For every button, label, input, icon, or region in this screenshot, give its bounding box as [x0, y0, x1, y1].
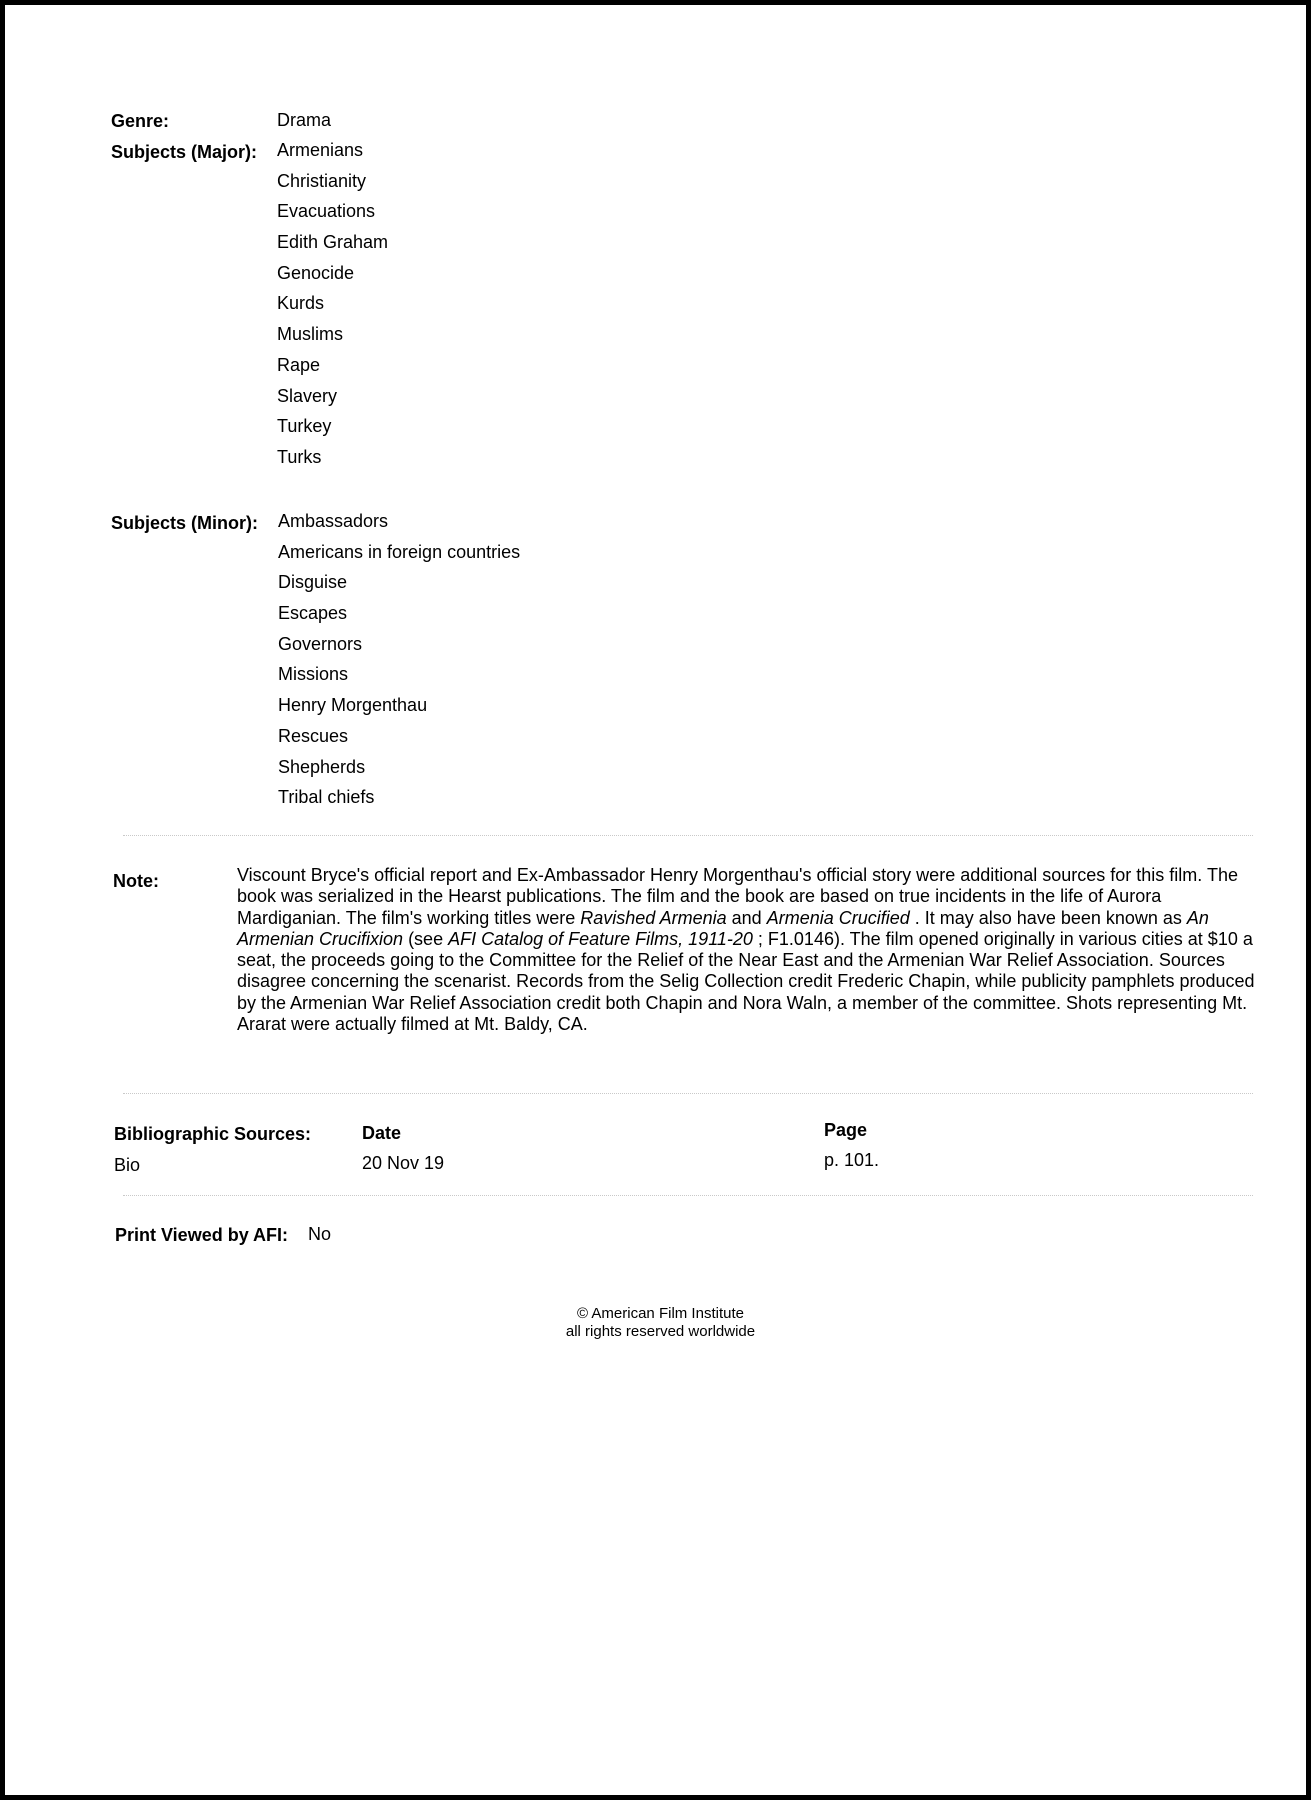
- list-item: Edith Graham: [277, 232, 389, 253]
- list-item: Disguise: [278, 572, 348, 593]
- list-item: Henry Morgenthau: [278, 695, 428, 716]
- list-item: Kurds: [277, 293, 325, 314]
- list-item: Armenians: [277, 140, 364, 160]
- rights-line: all rights reserved worldwide: [565, 1323, 756, 1340]
- genre-label: Genre:: [111, 111, 170, 131]
- note-title-italic: Ravished Armenia: [580, 907, 727, 928]
- list-item: Rape: [277, 354, 321, 375]
- copyright-line: © American Film Institute: [577, 1305, 744, 1322]
- list-item: Missions: [278, 664, 349, 685]
- bibliography-date: 20 Nov 19: [362, 1153, 445, 1173]
- bibliography-source: Bio: [114, 1155, 141, 1175]
- list-item: Turks: [277, 446, 322, 467]
- print-viewed-value: No: [308, 1224, 332, 1244]
- note-title-italic: An Armenian Crucifixion: [237, 907, 1209, 949]
- list-item: Muslims: [277, 324, 343, 345]
- print-viewed-label: Print Viewed by AFI:: [115, 1225, 289, 1245]
- list-item: Shepherds: [278, 756, 366, 777]
- list-item: Slavery: [277, 385, 338, 406]
- genre-value: Drama: [277, 110, 332, 130]
- note-text: [237, 865, 1257, 1035]
- note-text-part: Viscount Bryce's official report and Ex-Ambassador Henry Morgenthau's official story were additional sources for this film. The book was serialized in the Hearst publications. The film and the book are based on true incidents in the life of Aurora Mardiganian. The film's working titles were: [237, 865, 1238, 928]
- list-item: Americans in foreign countries: [278, 541, 521, 562]
- list-item: Turkey: [277, 416, 332, 437]
- subjects-minor-label: Subjects (Minor):: [111, 513, 258, 533]
- note-text-part: ; F1.0146). The film opened originally in various cities at $10 a seat, the proceeds going to the Committee for the Relief of the Near East and the Armenian War Relief Association. Sources disagree concerning the scenarist. Records from the Selig Collection credit Frederic Chapin, while publicity pamphlets produced by the Armenian War Relief Association credit both Chapin and Nora Waln, a member of the committee. Shots representing Mt. Ararat were actually filmed at Mt. Baldy, CA.: [237, 928, 1255, 1035]
- subjects-major-list: [277, 139, 388, 477]
- list-item: Escapes: [278, 603, 348, 624]
- bibliography-date-header: Date: [362, 1123, 402, 1143]
- list-item: Christianity: [277, 170, 367, 191]
- list-item: Tribal chiefs: [278, 787, 375, 808]
- list-item: Rescues: [278, 725, 349, 746]
- note-text-part: . It may also have been known as: [909, 907, 1187, 928]
- list-item: Governors: [278, 633, 363, 654]
- note-title-italic: AFI Catalog of Feature Films, 1911-20: [448, 928, 753, 949]
- bibliography-page-header: Page: [824, 1120, 868, 1140]
- note-label: Note:: [113, 871, 159, 891]
- bibliography-page: p. 101.: [824, 1150, 880, 1170]
- list-item: Ambassadors: [278, 511, 389, 531]
- subjects-minor-list: [278, 510, 520, 817]
- list-item: Evacuations: [277, 201, 376, 222]
- list-item: Genocide: [277, 262, 355, 283]
- note-text-part: (see: [403, 928, 449, 949]
- divider: [123, 1195, 1253, 1196]
- divider: [123, 835, 1253, 836]
- note-title-italic: Armenia Crucified: [766, 907, 910, 928]
- bibliography-label: Bibliographic Sources:: [114, 1124, 312, 1144]
- subjects-major-label: Subjects (Major):: [111, 142, 258, 162]
- divider: [123, 1093, 1253, 1094]
- note-text-part: and: [726, 907, 767, 928]
